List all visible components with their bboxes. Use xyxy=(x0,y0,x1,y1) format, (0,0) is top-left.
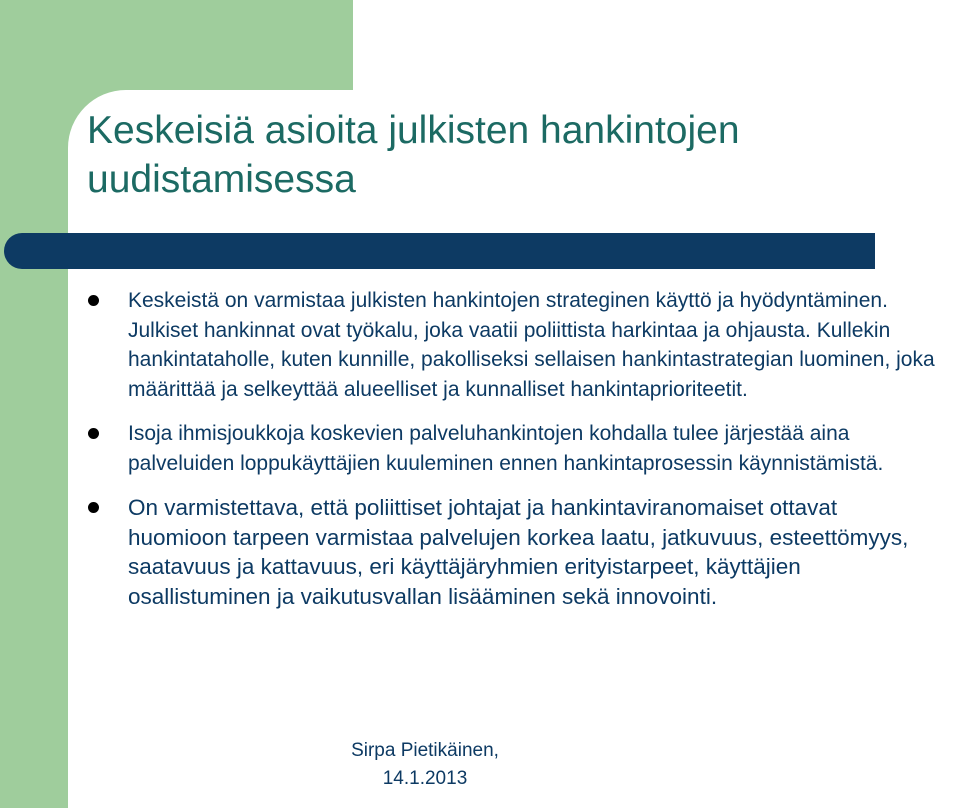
bullet-item-2 xyxy=(88,419,938,478)
bullet-dot-icon xyxy=(88,295,99,306)
bullet-text-3: On varmistettava, että poliittiset johtajat ja hankintaviranomaiset ottavat huomioon tarpeen varmistaa palvelujen korkea laatu, jatkuvuus, esteettömyys, saatavuus ja kattavuus, eri käyttäjäryhmien erityistarpeet, käyttäjien osallistuminen ja vaikutusvallan lisääminen sekä innovointi. xyxy=(128,495,909,609)
bullet-item-3 xyxy=(88,493,938,611)
footer-date: 14.1.2013 xyxy=(382,768,468,789)
bullet-item-1 xyxy=(88,286,938,404)
slide-footer xyxy=(320,737,530,793)
bullet-text-1: Keskeistä on varmistaa julkisten hankintojen strateginen käyttö ja hyödyntäminen. Julkiset hankinnat ovat työkalu, joka vaatii poliittista harkintaa ja ohjausta. Kullekin hankintataholle, kuten kunnille, pakolliseksi sellaisen hankintastrategian luominen, joka määrittää ja selkeyttää alueelliset ja kunnalliset hankintaprioriteetit. xyxy=(128,289,935,401)
bullet-dot-icon xyxy=(88,502,99,513)
bullet-dot-icon xyxy=(88,428,99,439)
slide-title: Keskeisiä asioita julkisten hankintojen uudistamisessa xyxy=(87,109,740,201)
green-left-strip xyxy=(0,0,68,808)
title-divider-bar xyxy=(4,233,875,269)
footer-author: Sirpa Pietikäinen, xyxy=(351,740,499,761)
bullet-list xyxy=(88,286,938,626)
bullet-text-2: Isoja ihmisjoukkoja koskevien palveluhankintojen kohdalla tulee järjestää aina palveluiden loppukäyttäjien kuuleminen ennen hankintaprosessin käynnistämistä. xyxy=(128,422,884,475)
